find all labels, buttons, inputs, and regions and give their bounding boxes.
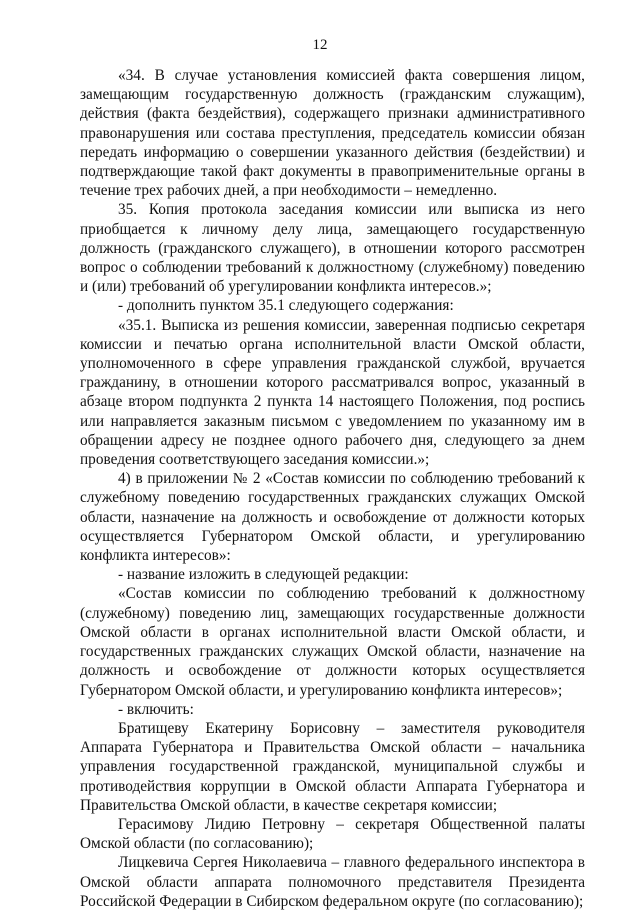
paragraph-new-title: «Состав комиссии по соблюдению требований к должностному (служебному) поведению лиц, замещающих государственные должности Омской области в органах исполнительной власти Омской области, и государственных гражданских служащих Омской области, назначение на должность и освобождение от должности которых осуществляется Губернатором Омской области, и урегулированию конфликта интересов»; <box>80 585 585 699</box>
paragraph-35-1: «35.1. Выписка из решения комиссии, заверенная подписью секретаря комиссии и печатью органа исполнительной власти Омской области, уполномоченного в сфере управления гражданской службой, вручается гражданину, в отношении которого рассматривался вопрос, указанный в абзаце втором подпункта 2 пункта 14 настоящего Положения, под роспись или направляется заказным письмом с уведомлением по указанному им в обращении адресу не позднее одного рабочего дня, следующего за днем проведения соответствующего заседания комиссии.»; <box>80 316 585 469</box>
paragraph-include: - включить: <box>118 700 194 718</box>
paragraph-member-gerasimova: Герасимову Лидию Петровну – секретаря Общественной палаты Омской области (по согласованию); <box>80 815 585 853</box>
paragraph-member-litskevich: Лицкевича Сергея Николаевича – главного федерального инспектора в Омской области аппарата полномочного представителя Президента Российской Федерации в Сибирском федеральном округе (по согласованию); <box>80 854 585 910</box>
paragraph-member-bratishcheva: Братищеву Екатерину Борисовну – заместителя руководителя Аппарата Губернатора и Правительства Омской области – начальника управления государственной гражданской, муниципальной службы и противодействия коррупции в Омской области Аппарата Губернатора и Правительства Омской области, в качестве секретаря комиссии; <box>80 719 585 814</box>
paragraph-35: 35. Копия протокола заседания комиссии или выписка из него приобщается к личному делу лица, замещающего государственную должность (гражданского служащего), в отношении которого рассмотрен вопрос о соблюдении требований к должностному (служебному) поведению и (или) требований об урегулировании конфликта интересов.»; <box>80 201 585 296</box>
paragraph-34: «34. В случае установления комиссией факта совершения лицом, замещающим государственную должность (гражданским служащим), действия (факта бездействия), содержащего признаки административного правонарушения или состава преступления, председатель комиссии обязан передать информацию о совершении указанного действия (бездействии) и подтверждающие такой факт документы в правоприменительные органы в течение трех рабочих дней, а при необходимости – немедленно. <box>80 67 585 200</box>
document-body <box>80 66 585 911</box>
page-number: 12 <box>312 37 328 53</box>
paragraph-title-change: - название изложить в следующей редакции: <box>118 566 409 584</box>
paragraph-amendment-intro: - дополнить пунктом 35.1 следующего содержания: <box>118 297 454 315</box>
paragraph-item-4: 4) в приложении № 2 «Состав комиссии по соблюдению требований к служебному поведению государственных гражданских служащих Омской области, назначение на должность и освобождение от должности которых осуществляется Губернатором Омской области, и урегулированию конфликта интересов»: <box>80 470 585 565</box>
